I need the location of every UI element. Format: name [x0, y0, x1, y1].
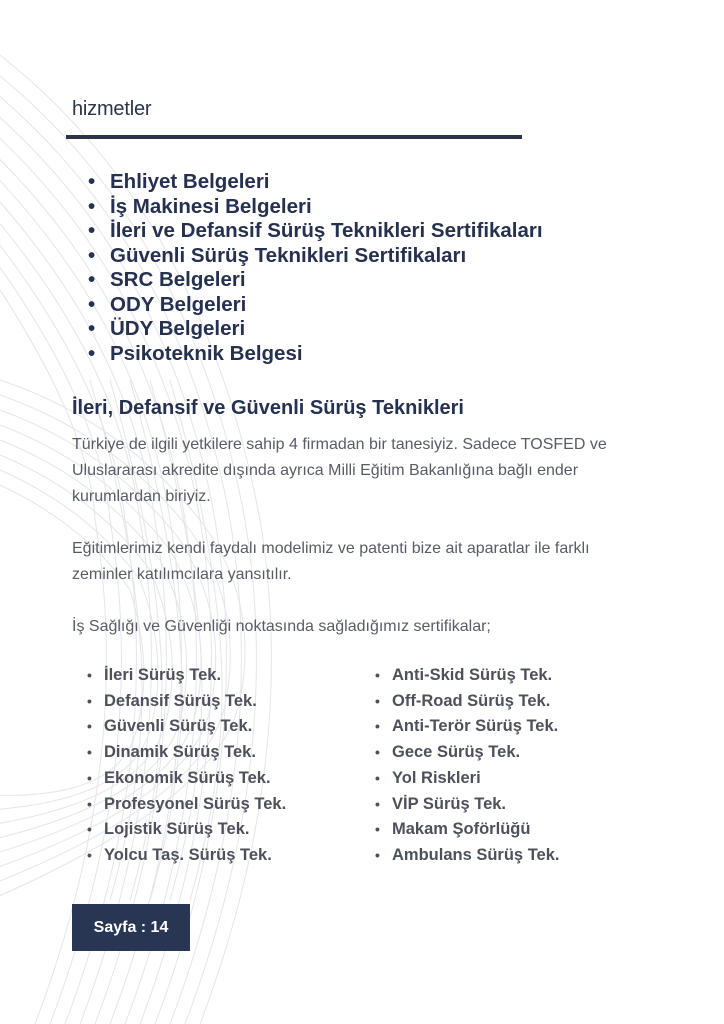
section-heading: İleri, Defansif ve Güvenli Sürüş Teknikleri [72, 397, 464, 419]
certificate-item: • Anti-Skid Sürüş Tek. [374, 663, 559, 689]
certificate-item: • Off-Road Sürüş Tek. [374, 689, 559, 715]
certificate-item: • Yolcu Taş. Sürüş Tek. [86, 843, 286, 869]
service-item: • ÜDY Belgeleri [88, 317, 543, 342]
heading-divider [66, 135, 522, 139]
page-number-label: Sayfa : 14 [93, 918, 169, 936]
training-paragraph: Eğitimlerimiz kendi faydalı modelimiz ve patenti bize ait aparatlar ile farklı zeminler katılımcılara yansıtılır. [72, 540, 590, 583]
services-heading: hizmetler [72, 98, 152, 120]
certificate-item: • Dinamik Sürüş Tek. [86, 740, 286, 766]
certificate-item: • İleri Sürüş Tek. [86, 663, 286, 689]
intro-paragraph: Türkiye de ilgili yetkilere sahip 4 firmadan bir tanesiyiz. Sadece TOSFED ve Uluslararası akredite dışında ayrıca Milli Eğitim Bakanlığına bağlı ender kurumlardan biriyiz. [72, 436, 607, 505]
certificate-item: • Defansif Sürüş Tek. [86, 689, 286, 715]
service-item: • Psikoteknik Belgesi [88, 342, 543, 367]
certificate-item: • Gece Sürüş Tek. [374, 740, 559, 766]
service-item: • ODY Belgeleri [88, 293, 543, 318]
service-item: • İleri ve Defansif Sürüş Teknikleri Sertifikaları [88, 219, 543, 244]
page-number-badge [72, 904, 190, 951]
certificate-item: • Yol Riskleri [374, 766, 559, 792]
service-item: • SRC Belgeleri [88, 268, 543, 293]
service-item: • İş Makinesi Belgeleri [88, 195, 543, 220]
certificate-item: • VİP Sürüş Tek. [374, 792, 559, 818]
certificate-item: • Güvenli Sürüş Tek. [86, 714, 286, 740]
certificate-item: • Profesyonel Sürüş Tek. [86, 792, 286, 818]
service-item: • Güvenli Sürüş Teknikleri Sertifikaları [88, 244, 543, 269]
service-item: • Ehliyet Belgeleri [88, 170, 543, 195]
certificates-intro: İş Sağlığı ve Güvenliği noktasında sağladığımız sertifikalar; [72, 618, 491, 635]
certificates-list-left [86, 663, 286, 869]
certificate-item: • Lojistik Sürüş Tek. [86, 817, 286, 843]
certificate-item: • Ekonomik Sürüş Tek. [86, 766, 286, 792]
certificate-item: • Makam Şoförlüğü [374, 817, 559, 843]
certificate-item: • Ambulans Sürüş Tek. [374, 843, 559, 869]
services-list [88, 170, 543, 366]
certificates-list-right [374, 663, 559, 869]
certificate-item: • Anti-Terör Sürüş Tek. [374, 714, 559, 740]
